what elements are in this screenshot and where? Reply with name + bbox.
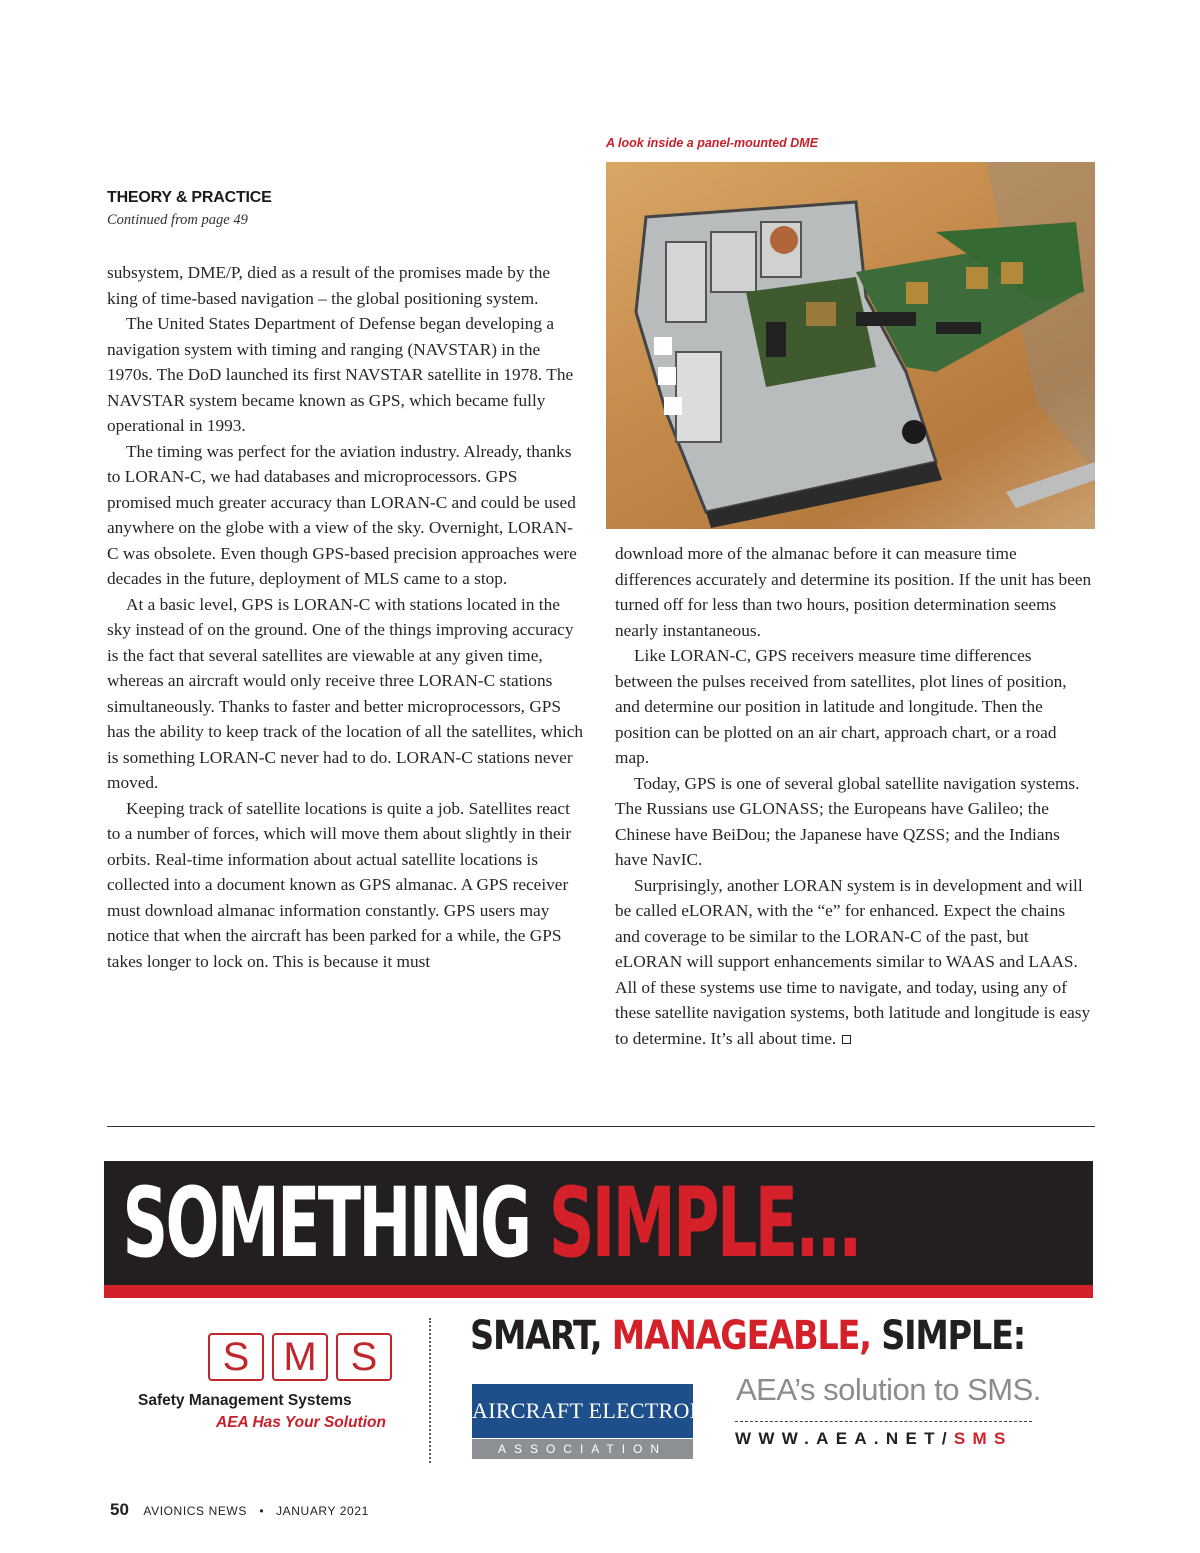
dme-circuit-illustration (606, 162, 1095, 529)
ad-url-red: SMS (953, 1429, 1013, 1448)
ad-red-bar (104, 1285, 1093, 1298)
aea-logo-top: AIRCRAFT ELECTRONICS (472, 1384, 693, 1438)
ad-tagline (470, 1313, 1025, 1359)
ad-solution-text: AEA’s solution to SMS. (736, 1372, 1041, 1407)
ad-tagline-part: SIMPLE: (881, 1313, 1025, 1359)
paragraph-last (615, 873, 1093, 1052)
sms-logo-letter: M (272, 1333, 328, 1381)
sms-logo (208, 1333, 392, 1383)
paragraph: Like LORAN-C, GPS receivers measure time differences between the pulses received from satellites, plot lines of position, and determine our position in latitude and longitude. Then the position can be plotted on an air chart, approach chart, or a road map. (615, 646, 1067, 767)
sms-logo-name: Safety Management Systems (138, 1392, 352, 1409)
ad-headline-white: SOMETHING (122, 1167, 549, 1279)
ad-headline-red: SIMPLE... (548, 1167, 860, 1279)
page-footer (110, 1500, 369, 1520)
sms-logo-tagline: AEA Has Your Solution (216, 1414, 386, 1431)
body-column-left (107, 260, 584, 974)
section-heading: THEORY & PRACTICE (107, 189, 272, 206)
sms-logo-letter: S (336, 1333, 392, 1381)
end-of-story-icon (842, 1035, 851, 1044)
aea-logo-bottom: ASSOCIATION (472, 1439, 693, 1459)
paragraph: subsystem, DME/P, died as a result of the promises made by the king of time-based navigation – the global positioning system. (107, 263, 551, 308)
ad-url (735, 1429, 1013, 1449)
paragraph-text: Surprisingly, another LORAN system is in development and will be called eLORAN, with the “e” for enhanced. Expect the chains and coverage to be similar to the LORAN-C of the past, but eLORAN will support enhancements similar to WAAS and LAAS. All of these systems use time to navigate, and today, using any of these satellite navigation systems, both latitude and longitude is easy to determine. It’s all about time. (615, 875, 1091, 1048)
ad-url-prefix: WWW.AEA.NET/ (735, 1429, 954, 1448)
body-column-right (615, 541, 1093, 1051)
paragraph: The timing was perfect for the aviation industry. Already, thanks to LORAN-C, we had databases and microprocessors. GPS promised much greater accuracy than LORAN-C and could be used anywhere on the globe with a view of the sky. Overnight, LORAN-C was obsolete. Even though GPS-based precision approaches were decades in the future, deployment of MLS came to a stop. (107, 441, 577, 588)
ad-tagline-red: MANAGEABLE, (611, 1313, 882, 1359)
ad-dashed-rule (735, 1421, 1032, 1422)
paragraph: The United States Department of Defense began developing a navigation system with timing and ranging (NAVSTAR) in the 1970s. The DoD launched its first NAVSTAR satellite in 1978. The NAVSTAR system became known as GPS, which became fully operational in 1993. (107, 314, 574, 435)
ad-headline-banner (104, 1161, 1093, 1285)
photo-caption: A look inside a panel-mounted DME (606, 136, 819, 150)
dme-photo (606, 162, 1095, 529)
issue-date: JANUARY 2021 (276, 1504, 369, 1518)
footer-separator: • (259, 1504, 264, 1518)
publication-name: AVIONICS NEWS (143, 1504, 247, 1518)
ad-dotted-divider (429, 1318, 431, 1463)
ad-headline (104, 1161, 860, 1285)
ad-tagline-part: SMART, (470, 1313, 612, 1359)
paragraph: At a basic level, GPS is LORAN-C with stations located in the sky instead of on the ground. One of the things improving accuracy is the fact that several satellites are viewable at any given time, whereas an aircraft would only receive three LORAN-C stations simultaneously. Thanks to faster and better microprocessors, GPS has the ability to keep track of the location of all the satellites, which is something LORAN-C never had to do. LORAN-C stations never moved. (107, 594, 584, 792)
sms-logo-letter: S (208, 1333, 264, 1381)
section-divider (107, 1126, 1095, 1127)
continued-from-note: Continued from page 49 (107, 212, 248, 228)
paragraph: Keeping track of satellite locations is quite a job. Satellites react to a number of forces, which will move them about slightly in their orbits. Real-time information about actual satellite locations is collected into a document known as GPS almanac. A GPS receiver must download almanac information constantly. GPS users may notice that when the aircraft has been parked for a while, the GPS takes longer to lock on. This is because it must (107, 798, 572, 971)
aea-logo (472, 1384, 742, 1459)
page-number: 50 (110, 1500, 129, 1519)
paragraph: download more of the almanac before it can measure time differences accurately and determine its position. If the unit has been turned off for less than two hours, position determination seems nearly instantaneous. (615, 544, 1092, 640)
paragraph: Today, GPS is one of several global satellite navigation systems. The Russians use GLONASS; the Europeans have Galileo; the Chinese have BeiDou; the Japanese have QZSS; and the Indians have NavIC. (615, 773, 1080, 869)
